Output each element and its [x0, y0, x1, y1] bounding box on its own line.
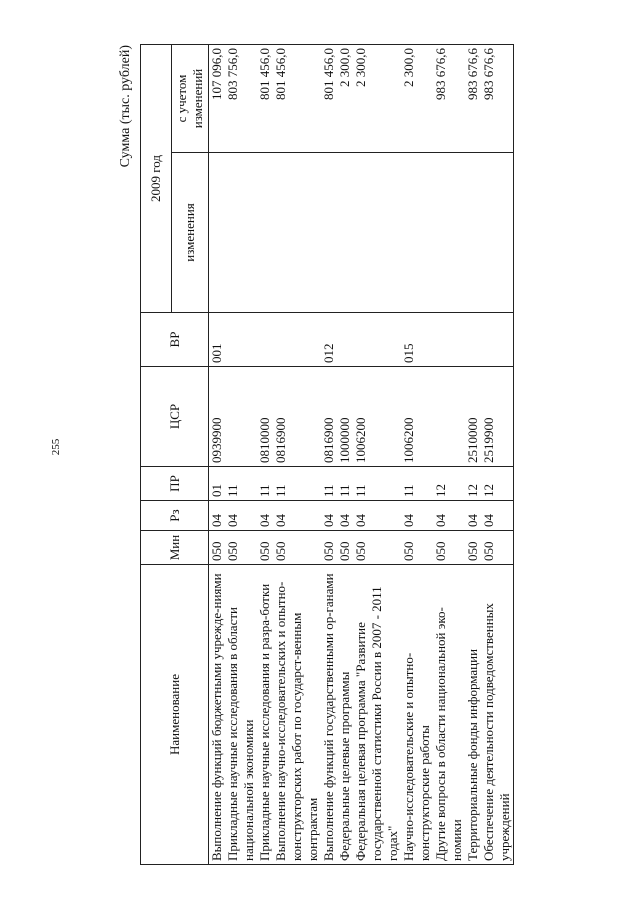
row-vr [353, 313, 401, 367]
budget-table [140, 44, 514, 865]
row-min: 050 [321, 531, 337, 565]
unit-label: Сумма (тыс. рублей) [118, 45, 133, 168]
row-with-changes: 801 456,0 [257, 45, 273, 153]
row-rz: 04 [353, 501, 401, 531]
row-rz: 04 [465, 501, 481, 531]
header-changes: изменения [172, 153, 209, 313]
row-vr [433, 313, 465, 367]
table-row [273, 45, 321, 865]
row-min: 050 [433, 531, 465, 565]
row-pr: 11 [353, 467, 401, 501]
row-name: Научно-исследовательские и опытно-конструкторские работы [401, 565, 433, 865]
row-min: 050 [481, 531, 514, 565]
table-row [321, 45, 337, 865]
row-csr: 1006200 [401, 367, 433, 467]
header-with-changes: с учетом изменений [172, 45, 209, 153]
row-pr: 11 [337, 467, 353, 501]
row-vr: 015 [401, 313, 433, 367]
row-vr: 001 [209, 313, 226, 367]
row-vr [273, 313, 321, 367]
row-rz: 04 [481, 501, 514, 531]
budget-table-sheet [116, 45, 586, 865]
row-with-changes: 801 456,0 [321, 45, 337, 153]
row-rz: 04 [209, 501, 226, 531]
row-changes [401, 153, 433, 313]
table-row [337, 45, 353, 865]
row-changes [225, 153, 257, 313]
row-changes [337, 153, 353, 313]
row-csr: 2510000 [465, 367, 481, 467]
row-changes [353, 153, 401, 313]
row-csr: 0810000 [257, 367, 273, 467]
header-rz: Рз [141, 501, 209, 531]
row-changes [321, 153, 337, 313]
row-csr: 2519900 [481, 367, 514, 467]
header-pr: ПР [141, 467, 209, 501]
row-csr: 1000000 [337, 367, 353, 467]
row-rz: 04 [433, 501, 465, 531]
row-with-changes: 983 676,6 [465, 45, 481, 153]
row-min: 050 [257, 531, 273, 565]
row-name: Другие вопросы в области национальной эко-номики [433, 565, 465, 865]
row-csr: 0816900 [273, 367, 321, 467]
row-changes [257, 153, 273, 313]
row-vr [481, 313, 514, 367]
row-with-changes: 801 456,0 [273, 45, 321, 153]
row-name: Обеспечение деятельности подведомственных учреждений [481, 565, 514, 865]
row-pr: 11 [225, 467, 257, 501]
row-csr [225, 367, 257, 467]
row-rz: 04 [401, 501, 433, 531]
row-name: Территориальные фонды информации [465, 565, 481, 865]
row-with-changes: 983 676,6 [481, 45, 514, 153]
row-name: Прикладные научные исследования в области национальной экономики [225, 565, 257, 865]
table-row [257, 45, 273, 865]
row-rz: 04 [337, 501, 353, 531]
row-name: Прикладные научные исследования и разра-ботки [257, 565, 273, 865]
row-min: 050 [465, 531, 481, 565]
row-min: 050 [401, 531, 433, 565]
row-pr: 01 [209, 467, 226, 501]
row-pr: 11 [321, 467, 337, 501]
row-with-changes: 2 300,0 [353, 45, 401, 153]
row-min: 050 [273, 531, 321, 565]
row-csr: 0816900 [321, 367, 337, 467]
header-vr: ВР [141, 313, 209, 367]
row-pr: 12 [481, 467, 514, 501]
row-rz: 04 [321, 501, 337, 531]
row-changes [209, 153, 226, 313]
header-name: Наименование [141, 565, 209, 865]
row-csr: 1006200 [353, 367, 401, 467]
row-pr: 11 [401, 467, 433, 501]
row-csr [433, 367, 465, 467]
row-rz: 04 [225, 501, 257, 531]
row-with-changes: 107 096,0 [209, 45, 226, 153]
row-name: Федеральная целевая программа "Развитие государственной статистики России в 2007 - 2011 годах" [353, 565, 401, 865]
row-with-changes: 2 300,0 [337, 45, 353, 153]
row-changes [481, 153, 514, 313]
row-with-changes: 2 300,0 [401, 45, 433, 153]
row-vr: 012 [321, 313, 337, 367]
row-vr [225, 313, 257, 367]
row-name: Выполнение функций государственными ор-ганами [321, 565, 337, 865]
header-year: 2009 год [141, 45, 172, 313]
row-rz: 04 [273, 501, 321, 531]
row-csr: 0939900 [209, 367, 226, 467]
row-pr: 12 [433, 467, 465, 501]
row-with-changes: 983 676,6 [433, 45, 465, 153]
table-body [209, 45, 514, 865]
row-min: 050 [353, 531, 401, 565]
row-changes [465, 153, 481, 313]
row-min: 050 [209, 531, 226, 565]
row-vr [337, 313, 353, 367]
row-name: Выполнение функций бюджетными учрежде-ниями [209, 565, 226, 865]
table-row [433, 45, 465, 865]
row-vr [465, 313, 481, 367]
row-pr: 11 [257, 467, 273, 501]
row-pr: 11 [273, 467, 321, 501]
row-min: 050 [225, 531, 257, 565]
row-name: Выполнение научно-исследовательских и опытно-конструкторских работ по государст-венным контрактам [273, 565, 321, 865]
row-name: Федеральные целевые программы [337, 565, 353, 865]
table-row [481, 45, 514, 865]
row-min: 050 [337, 531, 353, 565]
table-row [401, 45, 433, 865]
table-row [225, 45, 257, 865]
row-changes [433, 153, 465, 313]
row-with-changes: 803 756,0 [225, 45, 257, 153]
header-min: Мин [141, 531, 209, 565]
row-pr: 12 [465, 467, 481, 501]
header-csr: ЦСР [141, 367, 209, 467]
row-changes [273, 153, 321, 313]
row-vr [257, 313, 273, 367]
page-number: 255 [50, 438, 62, 456]
table-row [209, 45, 226, 865]
table-row [353, 45, 401, 865]
table-row [465, 45, 481, 865]
row-rz: 04 [257, 501, 273, 531]
